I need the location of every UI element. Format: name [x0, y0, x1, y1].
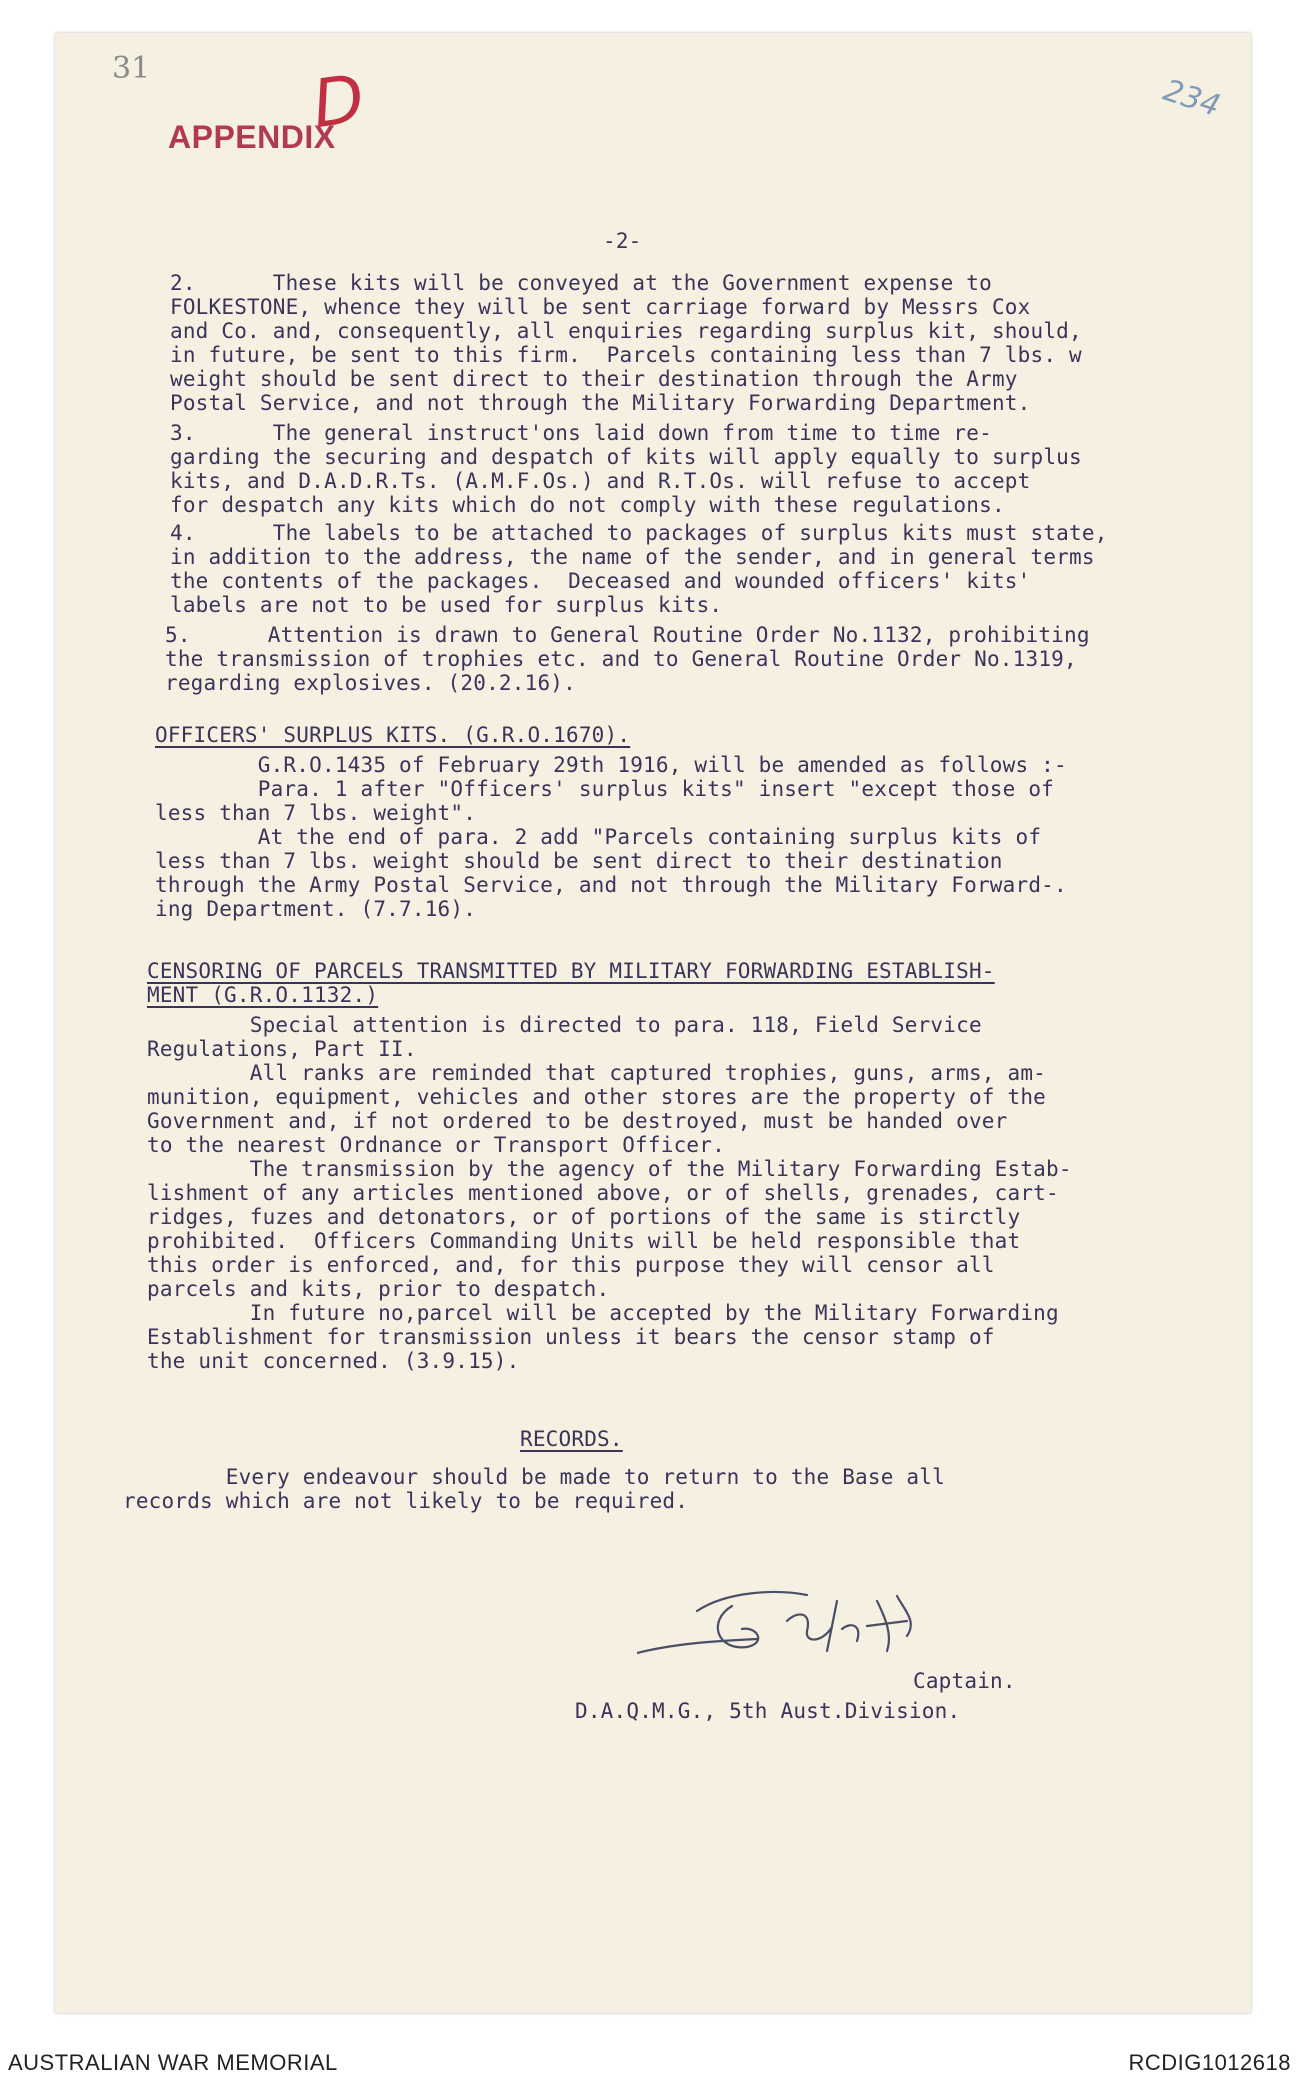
text-line: 5. Attention is drawn to General Routine Order No.1132, prohibiting: [165, 623, 1090, 647]
text-line: Every endeavour should be made to return to the Base all: [123, 1465, 945, 1489]
censoring-body: [147, 1013, 1072, 1373]
text-line: parcels and kits, prior to despatch.: [147, 1277, 610, 1301]
text-line: labels are not to be used for surplus kits.: [170, 593, 723, 617]
text-line: prohibited. Officers Commanding Units will be held responsible that: [147, 1229, 1021, 1253]
appendix-stamp: APPENDIX: [168, 119, 336, 155]
text-line: Establishment for transmission unless it bears the censor stamp of: [147, 1325, 995, 1349]
officers-surplus-kits-heading: OFFICERS' SURPLUS KITS. (G.R.O.1670).: [155, 723, 631, 747]
text-line: the transmission of trophies etc. and to General Routine Order No.1319,: [165, 647, 1077, 671]
paragraph-2: [170, 271, 1082, 415]
text-line: Special attention is directed to para. 118, Field Service: [147, 1013, 982, 1037]
text-line: The transmission by the agency of the Military Forwarding Estab-: [147, 1157, 1072, 1181]
folio-number-left: 31: [112, 51, 151, 86]
censoring-heading: [147, 959, 995, 1007]
records-heading: RECORDS.: [520, 1427, 623, 1451]
text-line: G.R.O.1435 of February 29th 1916, will be amended as follows :-: [155, 753, 1067, 777]
text-line: Postal Service, and not through the Military Forwarding Department.: [170, 391, 1031, 415]
text-line: All ranks are reminded that captured trophies, guns, arms, am-: [147, 1061, 1047, 1085]
text-line: ing Department. (7.7.16).: [155, 897, 477, 921]
text-line: Para. 1 after "Officers' surplus kits" insert "except those of: [155, 777, 1055, 801]
text-line: less than 7 lbs. weight".: [155, 801, 477, 825]
text-line: garding the securing and despatch of kits will apply equally to surplus: [170, 445, 1082, 469]
text-line: regarding explosives. (20.2.16).: [165, 671, 576, 695]
records-body: [123, 1465, 945, 1513]
signature-rank: Captain.: [913, 1669, 1016, 1693]
text-line: in future, be sent to this firm. Parcels containing less than 7 lbs. w: [170, 343, 1082, 367]
text-line: and Co. and, consequently, all enquiries regarding surplus kit, should,: [170, 319, 1082, 343]
text-line: In future no,parcel will be accepted by the Military Forwarding: [147, 1301, 1059, 1325]
officers-surplus-kits-body: [155, 753, 1067, 921]
handwritten-signature: [637, 1581, 937, 1671]
text-line: to the nearest Ordnance or Transport Officer.: [147, 1133, 725, 1157]
text-line: 3. The general instruct'ons laid down from time to time re-: [170, 421, 992, 445]
footer-institution: AUSTRALIAN WAR MEMORIAL: [8, 2050, 338, 2075]
text-line: Government and, if not ordered to be destroyed, must be handed over: [147, 1109, 1008, 1133]
text-line: less than 7 lbs. weight should be sent direct to their destination: [155, 849, 1003, 873]
text-line: the contents of the packages. Deceased and wounded officers' kits': [170, 569, 1031, 593]
text-line: weight should be sent direct to their destination through the Army: [170, 367, 1018, 391]
appendix-letter-handwritten: D: [307, 59, 369, 144]
text-line: this order is enforced, and, for this purpose they will censor all: [147, 1253, 995, 1277]
text-line: the unit concerned. (3.9.15).: [147, 1349, 520, 1373]
text-line: CENSORING OF PARCELS TRANSMITTED BY MILITARY FORWARDING ESTABLISH-: [147, 959, 995, 983]
text-line: munition, equipment, vehicles and other stores are the property of the: [147, 1085, 1047, 1109]
text-line: MENT (G.R.O.1132.): [147, 983, 379, 1007]
text-line: records which are not likely to be required.: [123, 1489, 689, 1513]
text-line: FOLKESTONE, whence they will be sent carriage forward by Messrs Cox: [170, 295, 1031, 319]
footer-reference-id: RCDIG1012618: [1128, 2050, 1291, 2075]
page-number: -2-: [603, 229, 642, 253]
text-line: 2. These kits will be conveyed at the Government expense to: [170, 271, 992, 295]
text-line: for despatch any kits which do not comply with these regulations.: [170, 493, 1005, 517]
text-line: lishment of any articles mentioned above, or of shells, grenades, cart-: [147, 1181, 1059, 1205]
text-line: kits, and D.A.D.R.Ts. (A.M.F.Os.) and R.T.Os. will refuse to accept: [170, 469, 1031, 493]
text-line: through the Army Postal Service, and not through the Military Forward-.: [155, 873, 1067, 897]
text-line: in addition to the address, the name of the sender, and in general terms: [170, 545, 1095, 569]
paragraph-3: [170, 421, 1082, 517]
paragraph-4: [170, 521, 1108, 617]
text-line: Regulations, Part II.: [147, 1037, 417, 1061]
paragraph-5: [165, 623, 1090, 695]
folio-number-right: 234: [1158, 73, 1225, 124]
text-line: 4. The labels to be attached to packages of surplus kits must state,: [170, 521, 1108, 545]
text-line: At the end of para. 2 add "Parcels containing surplus kits of: [155, 825, 1042, 849]
text-line: ridges, fuzes and detonators, or of portions of the same is stirctly: [147, 1205, 1021, 1229]
document-sheet: [55, 33, 1251, 2013]
signature-appointment: D.A.Q.M.G., 5th Aust.Division.: [575, 1699, 961, 1723]
